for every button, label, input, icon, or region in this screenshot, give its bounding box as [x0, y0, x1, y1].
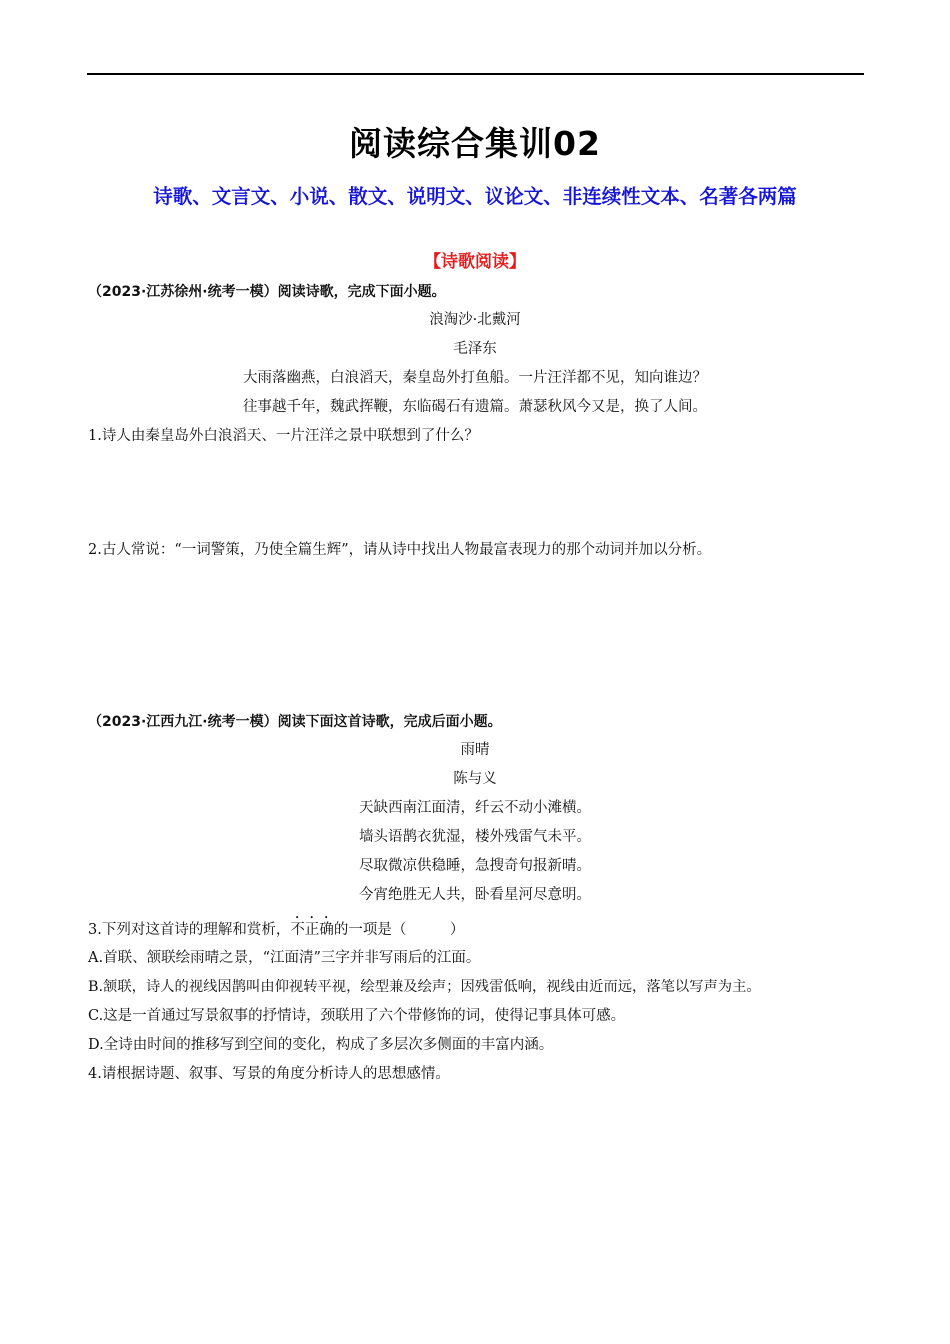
section-heading: 【诗歌阅读】: [424, 252, 526, 272]
poem2-line: 今宵绝胜无人共，卧看星河尽意明。: [359, 887, 591, 903]
poem2-author: 陈与义: [453, 771, 497, 787]
poem2-intro: （2023·江西九江·统考一模）阅读下面这首诗歌，完成后面小题。: [88, 714, 502, 730]
page-subtitle: 诗歌、文言文、小说、散文、说明文、议论文、非连续性文本、名著各两篇: [153, 185, 797, 208]
question-3: [88, 914, 464, 940]
poem2-line: 墙头语鹊衣犹湿，楼外残雷气未平。: [359, 829, 591, 845]
header-rule: [87, 73, 864, 75]
poem2-title: 雨晴: [460, 742, 490, 758]
option-d: D.全诗由时间的推移写到空间的变化，构成了多层次多侧面的丰富内涵。: [88, 1037, 554, 1053]
option-c: C.这是一首通过写景叙事的抒情诗，颈联用了六个带修饰的词，使得记事具体可感。: [88, 1008, 626, 1024]
poem1-author: 毛泽东: [453, 341, 497, 357]
question-3-tail: 的一项是（ ）: [333, 922, 465, 938]
question-4: 4.请根据诗题、叙事、写景的角度分析诗人的思想感情。: [88, 1066, 450, 1082]
option-b: B.颔联，诗人的视线因鹊叫由仰视转平视，绘型兼及绘声；因残雷低响，视线由近而远，落笔以写声为主。: [88, 979, 761, 995]
poem1-line: 往事越千年，魏武挥鞭，东临碣石有遗篇。萧瑟秋风今又是，换了人间。: [243, 399, 707, 415]
question-2: 2.古人常说：“一词警策，乃使全篇生辉”，请从诗中找出人物最富表现力的那个动词并加以分析。: [88, 542, 712, 558]
poem1-line: 大雨落幽燕，白浪滔天，秦皇岛外打鱼船。一片汪洋都不见，知向谁边？: [243, 370, 707, 386]
question-1: 1.诗人由秦皇岛外白浪滔天、一片汪洋之景中联想到了什么？: [88, 428, 479, 444]
option-a: A.首联、颔联绘雨晴之景，“江面清”三字并非写雨后的江面。: [88, 950, 481, 966]
poem1-title: 浪淘沙·北戴河: [429, 312, 521, 328]
poem2-line: 尽取微凉供稳睡，急搜奇句报新晴。: [359, 858, 591, 874]
poem2-line: 天缺西南江面清，纤云不动小滩横。: [359, 800, 591, 816]
question-3-text: 3.下列对这首诗的理解和赏析，: [88, 922, 291, 938]
question-3-emphasis: 不正确: [290, 922, 334, 938]
page-title: 阅读综合集训02: [349, 124, 601, 163]
poem1-intro: （2023·江苏徐州·统考一模）阅读诗歌，完成下面小题。: [88, 284, 446, 300]
